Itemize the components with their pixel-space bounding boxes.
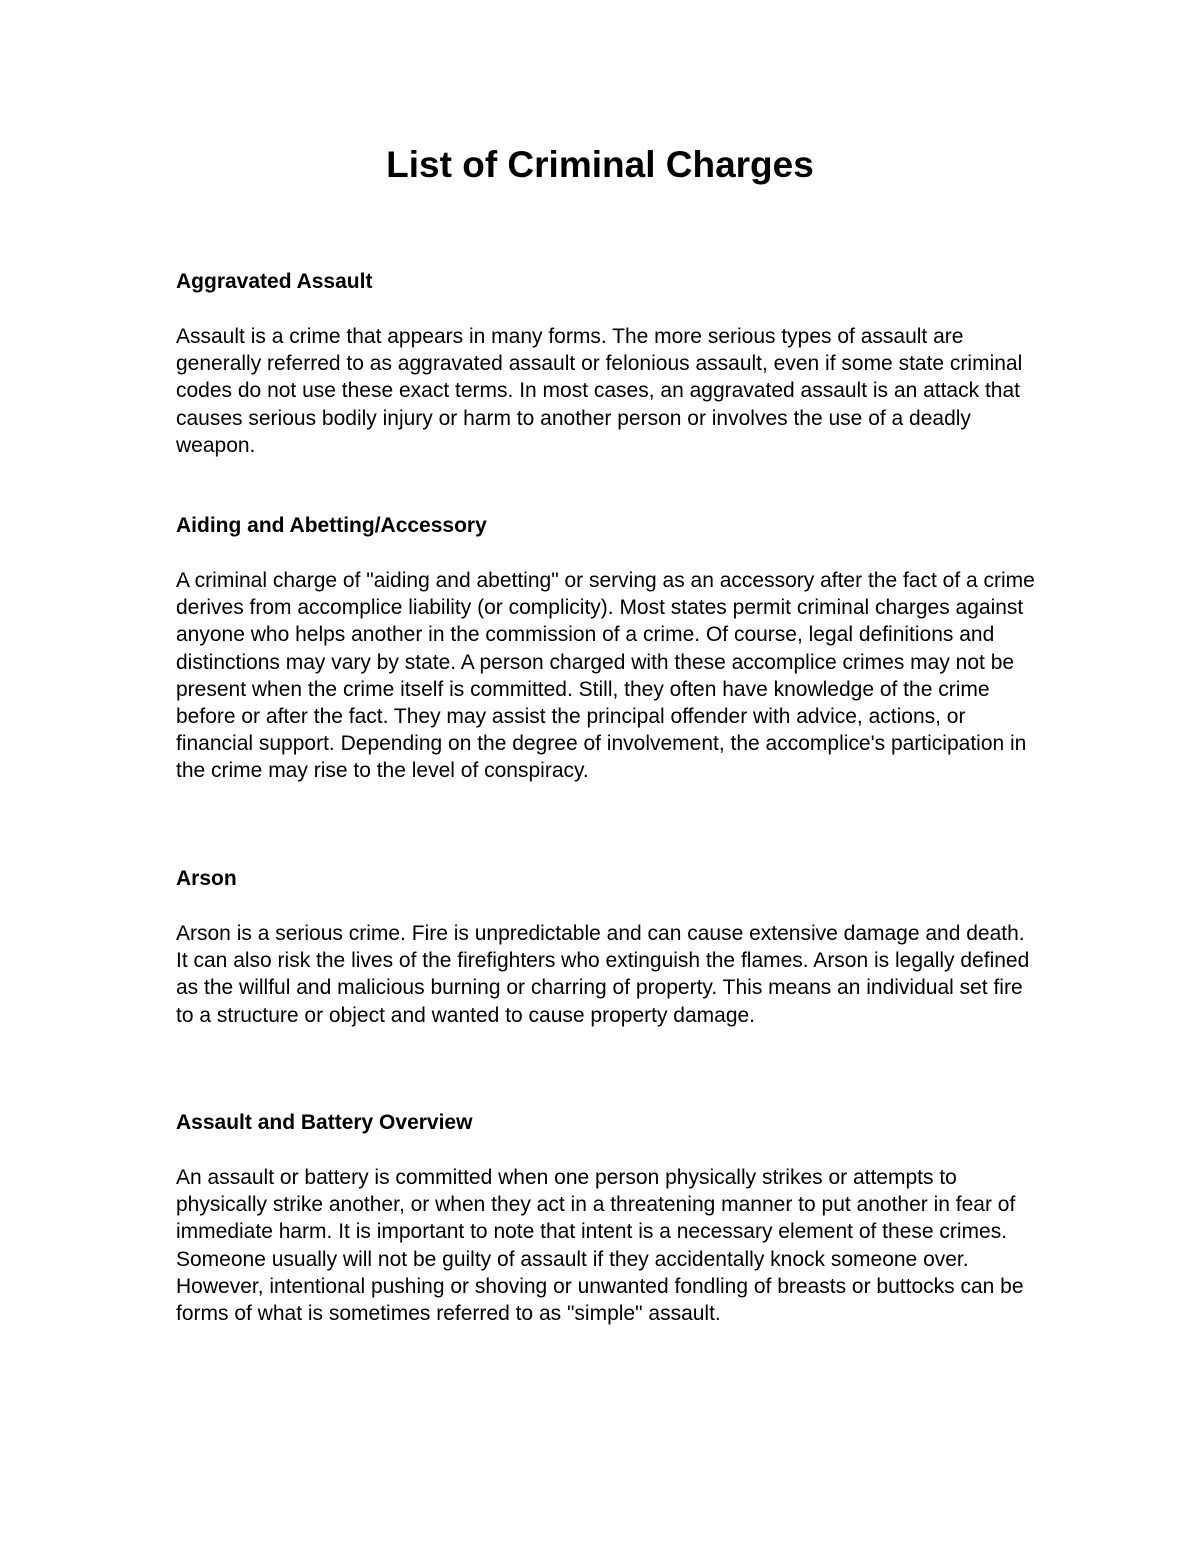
page-title: List of Criminal Charges bbox=[386, 144, 814, 185]
section-aiding-and-abetting bbox=[176, 512, 1036, 785]
section-heading: Arson bbox=[176, 867, 237, 890]
section-body: An assault or battery is committed when one person physically strikes or attempts to physically strike another, or when they act in a threatening manner to put another in fear of immediate harm. It is important to note that intent is a necessary element of these crimes. Someone usually will not be guilty of assault if they accidentally knock someone over. However, intentional pushing or shoving or unwanted fondling of breasts or buttocks can be forms of what is sometimes referred to as "simple" assault. bbox=[176, 1166, 1024, 1326]
section-heading: Aggravated Assault bbox=[176, 270, 373, 293]
section-aggravated-assault bbox=[176, 268, 1036, 459]
section-body: Assault is a crime that appears in many forms. The more serious types of assault are generally referred to as aggravated assault or felonious assault, even if some state criminal codes do not use these exact terms. In most cases, an aggravated assault is an attack that causes serious bodily injury or harm to another person or involves the use of a deadly weapon. bbox=[176, 325, 1023, 457]
section-assault-and-battery bbox=[176, 1109, 1036, 1327]
section-body: A criminal charge of "aiding and abetting" or serving as an accessory after the fact of a crime derives from accomplice liability (or complicity). Most states permit criminal charges against anyone who helps another in the commission of a crime. Of course, legal definitions and distinctions may vary by state. A person charged with these accomplice crimes may not be present when the crime itself is committed. Still, they often have knowledge of the crime before or after the fact. They may assist the principal offender with advice, actions, or financial support. Depending on the degree of involvement, the accomplice's participation in the crime may rise to the level of conspiracy. bbox=[176, 569, 1035, 783]
section-heading: Assault and Battery Overview bbox=[176, 1111, 473, 1134]
section-arson bbox=[176, 865, 1036, 1029]
section-body: Arson is a serious crime. Fire is unpredictable and can cause extensive damage and death. It can also risk the lives of the firefighters who extinguish the flames. Arson is legally defined as the willful and malicious burning or charring of property. This means an individual set fire to a structure or object and wanted to cause property damage. bbox=[176, 922, 1030, 1027]
section-heading: Aiding and Abetting/Accessory bbox=[176, 514, 487, 537]
